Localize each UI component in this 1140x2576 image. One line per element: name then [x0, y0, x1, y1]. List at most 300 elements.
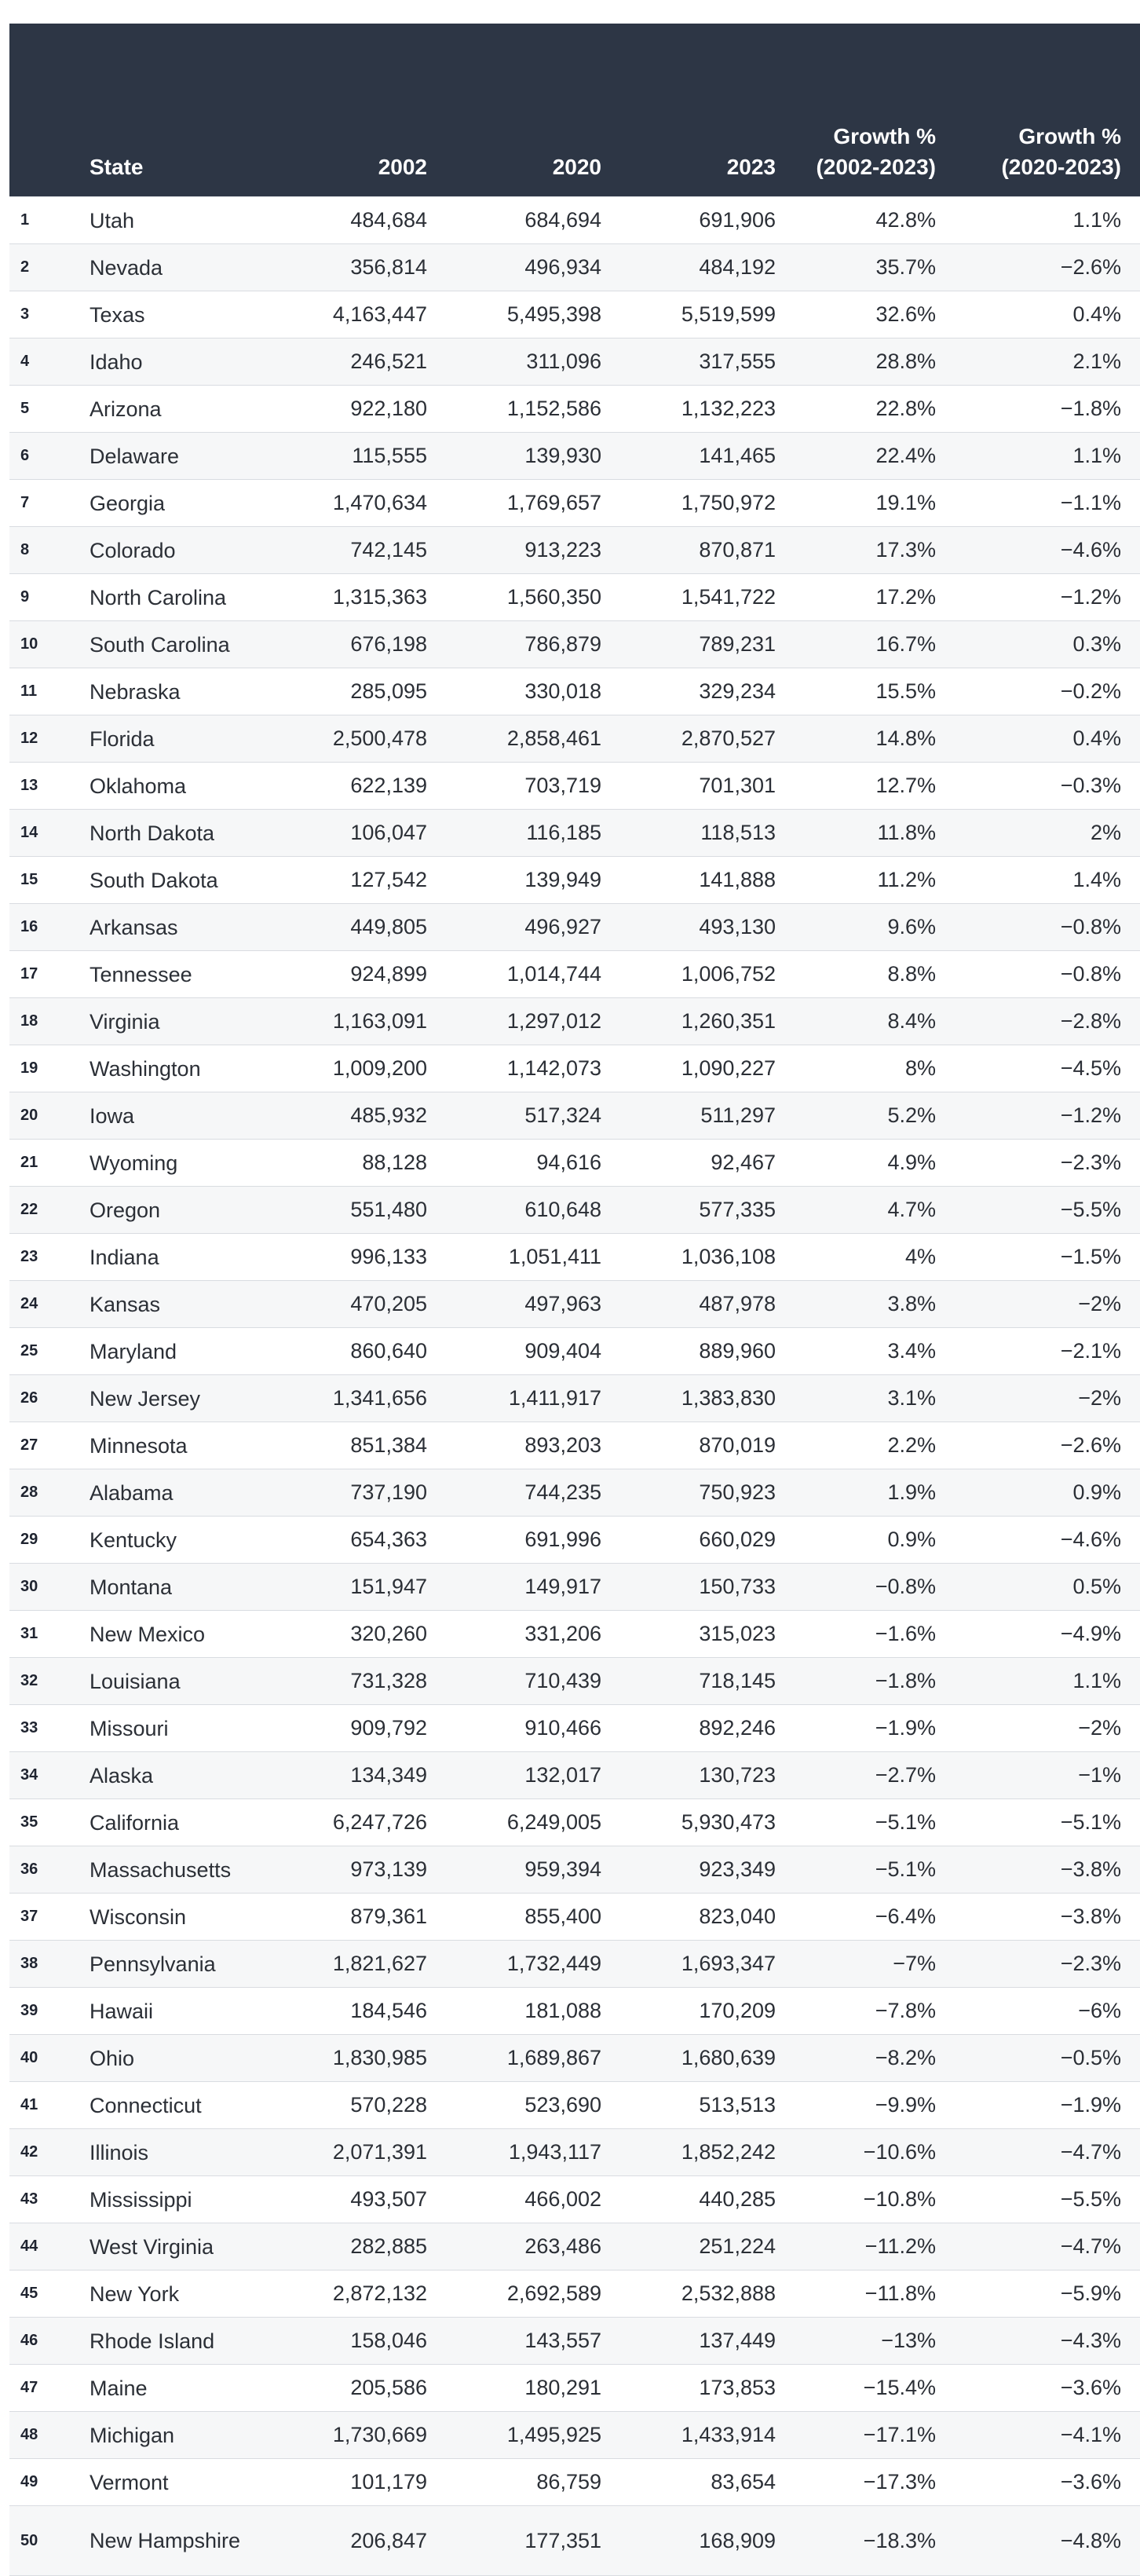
row-growth-2020-2023: −1.5% — [956, 1234, 1140, 1281]
row-value-2023: 513,513 — [620, 2082, 795, 2129]
row-state: Utah — [74, 197, 272, 244]
row-rank: 46 — [9, 2318, 74, 2365]
enrollment-table — [9, 24, 1140, 2576]
row-value-2020: 1,560,350 — [446, 574, 620, 621]
row-growth-2020-2023: 1.1% — [956, 197, 1140, 244]
row-growth-2020-2023: −4.5% — [956, 1045, 1140, 1092]
table-row — [9, 433, 1140, 480]
row-value-2023: 1,036,108 — [620, 1234, 795, 1281]
row-rank: 42 — [9, 2129, 74, 2176]
row-value-2023: 137,449 — [620, 2318, 795, 2365]
row-growth-2002-2023: −7% — [795, 1941, 956, 1988]
row-value-2002: 184,546 — [272, 1988, 446, 2035]
row-growth-2020-2023: −4.9% — [956, 1611, 1140, 1658]
header-growth-2020-2023[interactable]: Growth % (2020-2023) — [956, 24, 1140, 197]
row-growth-2002-2023: 15.5% — [795, 668, 956, 715]
row-value-2023: 5,930,473 — [620, 1799, 795, 1846]
row-growth-2020-2023: 2.1% — [956, 338, 1140, 386]
row-growth-2020-2023: 0.5% — [956, 1564, 1140, 1611]
row-growth-2020-2023: −5.1% — [956, 1799, 1140, 1846]
row-rank: 34 — [9, 1752, 74, 1799]
row-rank: 49 — [9, 2459, 74, 2506]
row-value-2002: 151,947 — [272, 1564, 446, 1611]
row-value-2023: 315,023 — [620, 1611, 795, 1658]
row-growth-2002-2023: 3.4% — [795, 1328, 956, 1375]
row-value-2023: 251,224 — [620, 2223, 795, 2270]
row-value-2023: 1,132,223 — [620, 386, 795, 433]
row-state: Tennessee — [74, 951, 272, 998]
row-growth-2020-2023: −3.6% — [956, 2365, 1140, 2412]
row-growth-2002-2023: 0.9% — [795, 1517, 956, 1564]
row-value-2002: 470,205 — [272, 1281, 446, 1328]
row-value-2020: 1,051,411 — [446, 1234, 620, 1281]
row-value-2023: 487,978 — [620, 1281, 795, 1328]
row-rank: 30 — [9, 1564, 74, 1611]
row-state: Iowa — [74, 1092, 272, 1140]
row-growth-2020-2023: 0.9% — [956, 1469, 1140, 1517]
table-row — [9, 2459, 1140, 2506]
row-value-2002: 676,198 — [272, 621, 446, 668]
row-value-2020: 684,694 — [446, 197, 620, 244]
table-row — [9, 1140, 1140, 1187]
row-state: Illinois — [74, 2129, 272, 2176]
row-value-2020: 496,927 — [446, 904, 620, 951]
row-growth-2002-2023: 42.8% — [795, 197, 956, 244]
row-value-2002: 320,260 — [272, 1611, 446, 1658]
row-value-2002: 1,730,669 — [272, 2412, 446, 2459]
table-row — [9, 2129, 1140, 2176]
row-value-2002: 158,046 — [272, 2318, 446, 2365]
row-value-2002: 922,180 — [272, 386, 446, 433]
row-growth-2020-2023: −4.8% — [956, 2506, 1140, 2576]
row-rank: 31 — [9, 1611, 74, 1658]
row-value-2002: 127,542 — [272, 857, 446, 904]
row-state: Virginia — [74, 998, 272, 1045]
row-rank: 40 — [9, 2035, 74, 2082]
row-rank: 15 — [9, 857, 74, 904]
row-growth-2002-2023: −10.8% — [795, 2176, 956, 2223]
row-state: New York — [74, 2270, 272, 2318]
row-rank: 12 — [9, 715, 74, 763]
row-growth-2020-2023: 2% — [956, 810, 1140, 857]
table-row — [9, 2270, 1140, 2318]
row-rank: 36 — [9, 1846, 74, 1894]
row-growth-2020-2023: −2.8% — [956, 998, 1140, 1045]
row-value-2023: 329,234 — [620, 668, 795, 715]
row-value-2002: 973,139 — [272, 1846, 446, 1894]
header-2020[interactable]: 2020 — [446, 24, 620, 197]
row-growth-2020-2023: 1.1% — [956, 433, 1140, 480]
row-value-2020: 466,002 — [446, 2176, 620, 2223]
table-row — [9, 291, 1140, 338]
row-rank: 8 — [9, 527, 74, 574]
row-value-2020: 959,394 — [446, 1846, 620, 1894]
row-growth-2002-2023: −13% — [795, 2318, 956, 2365]
row-value-2020: 311,096 — [446, 338, 620, 386]
row-state: Montana — [74, 1564, 272, 1611]
row-value-2002: 996,133 — [272, 1234, 446, 1281]
row-state: Kentucky — [74, 1517, 272, 1564]
table-row — [9, 2035, 1140, 2082]
row-state: Arkansas — [74, 904, 272, 951]
row-growth-2002-2023: −5.1% — [795, 1846, 956, 1894]
row-growth-2002-2023: 4.7% — [795, 1187, 956, 1234]
row-value-2002: 485,932 — [272, 1092, 446, 1140]
row-growth-2002-2023: 2.2% — [795, 1422, 956, 1469]
row-rank: 13 — [9, 763, 74, 810]
row-value-2023: 660,029 — [620, 1517, 795, 1564]
table-row — [9, 197, 1140, 244]
row-value-2023: 889,960 — [620, 1328, 795, 1375]
row-value-2020: 1,152,586 — [446, 386, 620, 433]
row-value-2002: 1,009,200 — [272, 1045, 446, 1092]
row-value-2020: 1,411,917 — [446, 1375, 620, 1422]
row-state: Wyoming — [74, 1140, 272, 1187]
row-growth-2020-2023: −4.7% — [956, 2223, 1140, 2270]
row-value-2020: 331,206 — [446, 1611, 620, 1658]
row-value-2020: 139,930 — [446, 433, 620, 480]
row-value-2023: 170,209 — [620, 1988, 795, 2035]
table-body — [9, 197, 1140, 2576]
row-growth-2002-2023: 8% — [795, 1045, 956, 1092]
row-growth-2020-2023: −2.3% — [956, 1941, 1140, 1988]
row-rank: 39 — [9, 1988, 74, 2035]
row-growth-2020-2023: −3.8% — [956, 1894, 1140, 1941]
row-growth-2002-2023: −11.8% — [795, 2270, 956, 2318]
row-growth-2020-2023: −1.2% — [956, 1092, 1140, 1140]
row-value-2002: 246,521 — [272, 338, 446, 386]
table-row — [9, 386, 1140, 433]
row-rank: 23 — [9, 1234, 74, 1281]
row-value-2023: 484,192 — [620, 244, 795, 291]
row-rank: 5 — [9, 386, 74, 433]
row-growth-2020-2023: −2.1% — [956, 1328, 1140, 1375]
row-growth-2020-2023: −2.6% — [956, 1422, 1140, 1469]
row-growth-2002-2023: −18.3% — [795, 2506, 956, 2576]
row-value-2023: 577,335 — [620, 1187, 795, 1234]
row-growth-2002-2023: 16.7% — [795, 621, 956, 668]
row-rank: 17 — [9, 951, 74, 998]
table-row — [9, 2318, 1140, 2365]
row-growth-2020-2023: −4.6% — [956, 527, 1140, 574]
row-value-2020: 496,934 — [446, 244, 620, 291]
row-value-2002: 356,814 — [272, 244, 446, 291]
row-value-2002: 1,163,091 — [272, 998, 446, 1045]
row-state: Mississippi — [74, 2176, 272, 2223]
table-row — [9, 2176, 1140, 2223]
table-header — [9, 24, 1140, 197]
row-growth-2020-2023: 0.3% — [956, 621, 1140, 668]
row-value-2002: 737,190 — [272, 1469, 446, 1517]
row-value-2023: 493,130 — [620, 904, 795, 951]
row-value-2020: 786,879 — [446, 621, 620, 668]
table-row — [9, 2365, 1140, 2412]
table-row — [9, 763, 1140, 810]
row-state: Missouri — [74, 1705, 272, 1752]
row-value-2023: 168,909 — [620, 2506, 795, 2576]
row-rank: 37 — [9, 1894, 74, 1941]
row-state: New Hampshire — [74, 2506, 272, 2576]
table-row — [9, 621, 1140, 668]
row-growth-2002-2023: −11.2% — [795, 2223, 956, 2270]
row-value-2023: 150,733 — [620, 1564, 795, 1611]
row-rank: 50 — [9, 2506, 74, 2576]
row-value-2023: 317,555 — [620, 338, 795, 386]
table-row — [9, 1187, 1140, 1234]
row-value-2020: 1,297,012 — [446, 998, 620, 1045]
row-growth-2020-2023: −0.2% — [956, 668, 1140, 715]
row-state: California — [74, 1799, 272, 1846]
row-growth-2020-2023: −6% — [956, 1988, 1140, 2035]
row-value-2002: 909,792 — [272, 1705, 446, 1752]
row-state: North Dakota — [74, 810, 272, 857]
table-row — [9, 1469, 1140, 1517]
row-value-2002: 622,139 — [272, 763, 446, 810]
row-value-2020: 181,088 — [446, 1988, 620, 2035]
row-growth-2002-2023: −1.6% — [795, 1611, 956, 1658]
row-growth-2002-2023: −5.1% — [795, 1799, 956, 1846]
row-value-2023: 870,019 — [620, 1422, 795, 1469]
row-value-2023: 141,888 — [620, 857, 795, 904]
row-value-2023: 1,852,242 — [620, 2129, 795, 2176]
row-growth-2002-2023: 11.8% — [795, 810, 956, 857]
row-growth-2020-2023: −0.8% — [956, 951, 1140, 998]
row-value-2002: 1,341,656 — [272, 1375, 446, 1422]
row-growth-2020-2023: −0.5% — [956, 2035, 1140, 2082]
row-value-2023: 823,040 — [620, 1894, 795, 1941]
row-rank: 7 — [9, 480, 74, 527]
row-growth-2002-2023: 8.4% — [795, 998, 956, 1045]
row-growth-2020-2023: −2.3% — [956, 1140, 1140, 1187]
row-growth-2020-2023: 0.4% — [956, 291, 1140, 338]
row-value-2020: 517,324 — [446, 1092, 620, 1140]
row-value-2020: 909,404 — [446, 1328, 620, 1375]
row-rank: 28 — [9, 1469, 74, 1517]
row-value-2020: 149,917 — [446, 1564, 620, 1611]
row-growth-2020-2023: −2.6% — [956, 244, 1140, 291]
row-value-2002: 851,384 — [272, 1422, 446, 1469]
row-growth-2002-2023: 35.7% — [795, 244, 956, 291]
row-value-2023: 870,871 — [620, 527, 795, 574]
row-growth-2002-2023: 17.3% — [795, 527, 956, 574]
row-value-2002: 731,328 — [272, 1658, 446, 1705]
row-value-2002: 449,805 — [272, 904, 446, 951]
row-growth-2020-2023: −1.8% — [956, 386, 1140, 433]
row-growth-2020-2023: −3.8% — [956, 1846, 1140, 1894]
row-value-2002: 551,480 — [272, 1187, 446, 1234]
row-rank: 38 — [9, 1941, 74, 1988]
row-state: Idaho — [74, 338, 272, 386]
row-value-2020: 132,017 — [446, 1752, 620, 1799]
row-growth-2002-2023: 11.2% — [795, 857, 956, 904]
row-growth-2002-2023: 14.8% — [795, 715, 956, 763]
row-value-2023: 5,519,599 — [620, 291, 795, 338]
row-value-2023: 1,006,752 — [620, 951, 795, 998]
row-value-2020: 330,018 — [446, 668, 620, 715]
table-row — [9, 810, 1140, 857]
row-value-2002: 106,047 — [272, 810, 446, 857]
row-state: Wisconsin — [74, 1894, 272, 1941]
row-state: Pennsylvania — [74, 1941, 272, 1988]
table-row — [9, 1328, 1140, 1375]
row-state: Rhode Island — [74, 2318, 272, 2365]
row-value-2020: 1,732,449 — [446, 1941, 620, 1988]
row-growth-2002-2023: −7.8% — [795, 1988, 956, 2035]
header-rank — [9, 24, 74, 197]
row-growth-2002-2023: −9.9% — [795, 2082, 956, 2129]
row-value-2020: 910,466 — [446, 1705, 620, 1752]
row-growth-2020-2023: −4.7% — [956, 2129, 1140, 2176]
table-row — [9, 715, 1140, 763]
row-state: Ohio — [74, 2035, 272, 2082]
header-2002[interactable]: 2002 — [272, 24, 446, 197]
row-value-2020: 2,692,589 — [446, 2270, 620, 2318]
row-state: Massachusetts — [74, 1846, 272, 1894]
row-value-2020: 1,014,744 — [446, 951, 620, 998]
table-row — [9, 998, 1140, 1045]
header-growth-2002-2023[interactable]: Growth % (2002-2023) — [795, 24, 956, 197]
row-value-2023: 750,923 — [620, 1469, 795, 1517]
row-growth-2020-2023: −1% — [956, 1752, 1140, 1799]
row-value-2020: 893,203 — [446, 1422, 620, 1469]
row-value-2020: 177,351 — [446, 2506, 620, 2576]
row-rank: 43 — [9, 2176, 74, 2223]
row-rank: 33 — [9, 1705, 74, 1752]
row-rank: 25 — [9, 1328, 74, 1375]
row-state: North Carolina — [74, 574, 272, 621]
row-state: South Carolina — [74, 621, 272, 668]
row-state: Minnesota — [74, 1422, 272, 1469]
row-rank: 3 — [9, 291, 74, 338]
table-row — [9, 1941, 1140, 1988]
row-state: Oregon — [74, 1187, 272, 1234]
header-state[interactable]: State — [74, 24, 272, 197]
row-growth-2002-2023: 5.2% — [795, 1092, 956, 1140]
row-value-2020: 263,486 — [446, 2223, 620, 2270]
row-value-2002: 1,830,985 — [272, 2035, 446, 2082]
header-2023[interactable]: 2023 — [620, 24, 795, 197]
row-value-2002: 6,247,726 — [272, 1799, 446, 1846]
row-value-2020: 610,648 — [446, 1187, 620, 1234]
row-growth-2020-2023: 1.1% — [956, 1658, 1140, 1705]
row-value-2020: 116,185 — [446, 810, 620, 857]
row-growth-2020-2023: −3.6% — [956, 2459, 1140, 2506]
row-value-2002: 924,899 — [272, 951, 446, 998]
row-value-2023: 1,541,722 — [620, 574, 795, 621]
row-value-2020: 6,249,005 — [446, 1799, 620, 1846]
row-growth-2020-2023: −2% — [956, 1705, 1140, 1752]
row-rank: 41 — [9, 2082, 74, 2129]
row-growth-2020-2023: 1.4% — [956, 857, 1140, 904]
row-state: Connecticut — [74, 2082, 272, 2129]
table-row — [9, 2223, 1140, 2270]
row-value-2023: 923,349 — [620, 1846, 795, 1894]
row-value-2020: 94,616 — [446, 1140, 620, 1187]
row-value-2023: 1,750,972 — [620, 480, 795, 527]
row-rank: 29 — [9, 1517, 74, 1564]
row-growth-2002-2023: 12.7% — [795, 763, 956, 810]
row-state: Delaware — [74, 433, 272, 480]
table-row — [9, 1281, 1140, 1328]
row-state: New Mexico — [74, 1611, 272, 1658]
row-state: Nebraska — [74, 668, 272, 715]
row-rank: 4 — [9, 338, 74, 386]
row-state: Arizona — [74, 386, 272, 433]
row-value-2020: 523,690 — [446, 2082, 620, 2129]
table-row — [9, 244, 1140, 291]
row-rank: 27 — [9, 1422, 74, 1469]
row-value-2020: 180,291 — [446, 2365, 620, 2412]
table-row — [9, 1894, 1140, 1941]
row-value-2002: 860,640 — [272, 1328, 446, 1375]
row-value-2002: 879,361 — [272, 1894, 446, 1941]
row-state: West Virginia — [74, 2223, 272, 2270]
row-rank: 45 — [9, 2270, 74, 2318]
row-value-2023: 789,231 — [620, 621, 795, 668]
row-value-2020: 5,495,398 — [446, 291, 620, 338]
row-rank: 47 — [9, 2365, 74, 2412]
row-state: Hawaii — [74, 1988, 272, 2035]
row-value-2002: 88,128 — [272, 1140, 446, 1187]
header-row — [9, 24, 1140, 197]
row-rank: 9 — [9, 574, 74, 621]
table-row — [9, 1092, 1140, 1140]
table-row — [9, 668, 1140, 715]
row-growth-2002-2023: 17.2% — [795, 574, 956, 621]
row-value-2020: 497,963 — [446, 1281, 620, 1328]
row-value-2002: 2,500,478 — [272, 715, 446, 763]
table-row — [9, 1611, 1140, 1658]
row-value-2002: 115,555 — [272, 433, 446, 480]
row-value-2020: 1,495,925 — [446, 2412, 620, 2459]
row-value-2020: 710,439 — [446, 1658, 620, 1705]
row-rank: 32 — [9, 1658, 74, 1705]
row-value-2020: 855,400 — [446, 1894, 620, 1941]
row-value-2002: 654,363 — [272, 1517, 446, 1564]
row-growth-2002-2023: 4.9% — [795, 1140, 956, 1187]
row-value-2020: 1,689,867 — [446, 2035, 620, 2082]
row-value-2020: 1,142,073 — [446, 1045, 620, 1092]
row-value-2002: 206,847 — [272, 2506, 446, 2576]
row-growth-2002-2023: 32.6% — [795, 291, 956, 338]
row-value-2002: 570,228 — [272, 2082, 446, 2129]
row-value-2002: 282,885 — [272, 2223, 446, 2270]
row-growth-2002-2023: −17.1% — [795, 2412, 956, 2459]
table-row — [9, 1988, 1140, 2035]
row-growth-2002-2023: 28.8% — [795, 338, 956, 386]
row-growth-2002-2023: −1.8% — [795, 1658, 956, 1705]
row-growth-2002-2023: 22.8% — [795, 386, 956, 433]
row-value-2002: 1,470,634 — [272, 480, 446, 527]
row-growth-2020-2023: −2% — [956, 1375, 1140, 1422]
row-state: Indiana — [74, 1234, 272, 1281]
row-value-2023: 892,246 — [620, 1705, 795, 1752]
table-row — [9, 1564, 1140, 1611]
row-value-2023: 130,723 — [620, 1752, 795, 1799]
row-rank: 2 — [9, 244, 74, 291]
row-value-2023: 1,433,914 — [620, 2412, 795, 2459]
table-row — [9, 951, 1140, 998]
row-value-2002: 484,684 — [272, 197, 446, 244]
row-state: Maryland — [74, 1328, 272, 1375]
row-state: Colorado — [74, 527, 272, 574]
row-value-2020: 1,769,657 — [446, 480, 620, 527]
table-row — [9, 1846, 1140, 1894]
row-state: Nevada — [74, 244, 272, 291]
row-growth-2020-2023: −2% — [956, 1281, 1140, 1328]
row-rank: 18 — [9, 998, 74, 1045]
row-value-2002: 285,095 — [272, 668, 446, 715]
